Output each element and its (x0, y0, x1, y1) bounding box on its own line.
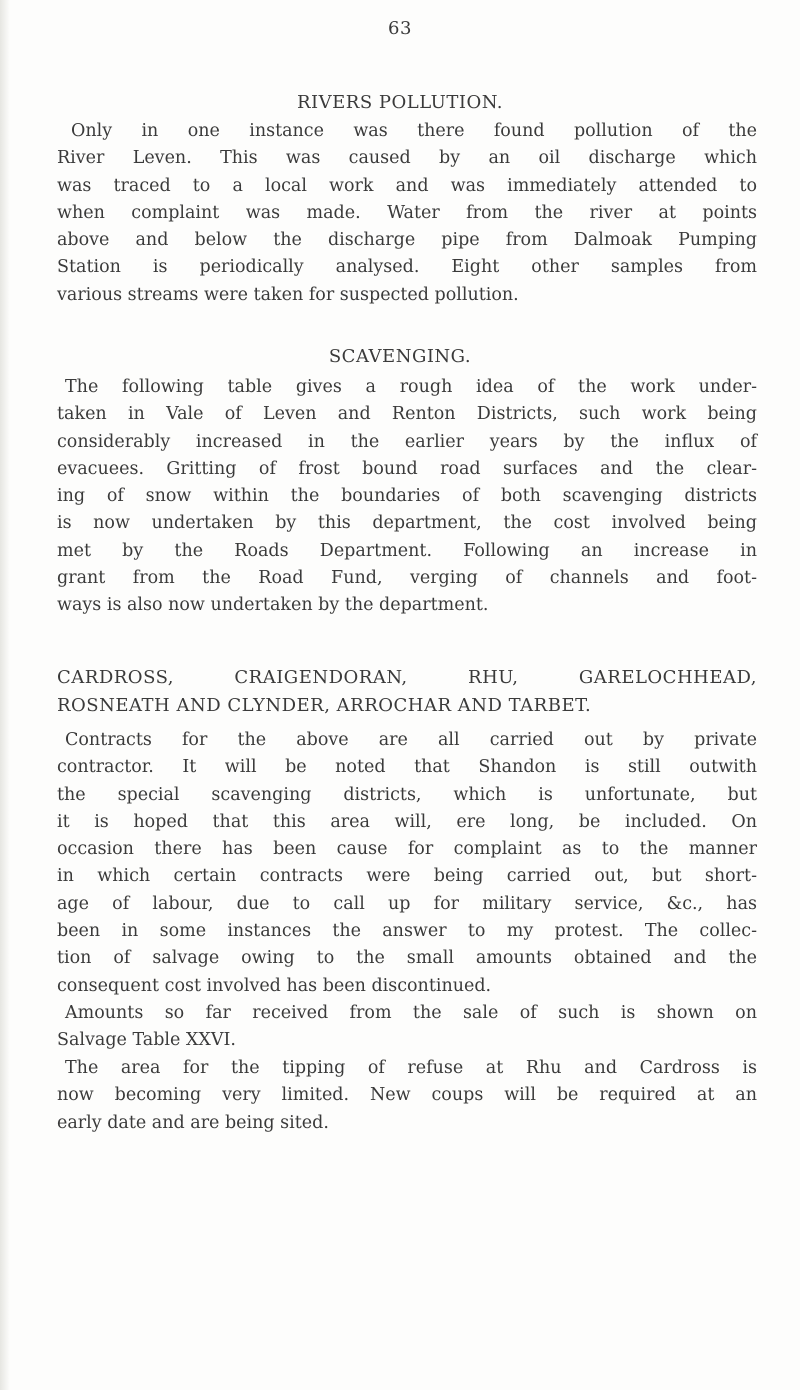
text-line: taken in Vale of Leven and Renton Districts, such work being (57, 404, 757, 425)
text-line: the special scavenging districts, which is unfortunate, but (57, 784, 757, 805)
text-line: when complaint was made. Water from the river at points (57, 202, 757, 223)
text-line: The area for the tipping of refuse at Rhu and Cardross is (65, 1058, 757, 1078)
text-line: evacuees. Gritting of frost bound road surfaces and the clear- (57, 458, 757, 479)
text-line: early date and are being sited. (57, 1112, 329, 1133)
text-line: age of labour, due to call up for military service, &c., has (57, 893, 757, 914)
text-line: consequent cost involved has been discontinued. (57, 975, 492, 996)
page-number: 63 (388, 18, 412, 39)
text-line: contractor. It will be noted that Shandon is still outwith (57, 757, 757, 778)
text-line: it is hoped that this area will, ere long, be included. On (57, 811, 757, 832)
text-line: met by the Roads Department. Following an increase in (57, 540, 757, 561)
text-line: River Leven. This was caused by an oil discharge which (57, 148, 757, 169)
text-line: above and below the discharge pipe from Dalmoak Pumping (57, 230, 757, 251)
text-line: been in some instances the answer to my protest. The collec- (57, 921, 757, 942)
text-line: occasion there has been cause for complaint as to the manner (57, 839, 757, 860)
section-heading-scavenging: SCAVENGING. (328, 346, 472, 367)
text-line: Amounts so far received from the sale of such is shown on (65, 1003, 757, 1023)
text-line: grant from the Road Fund, verging of channels and foot- (57, 568, 757, 589)
paragraph-salvage-amounts (57, 1000, 757, 1055)
text-line: various streams were taken for suspected pollution. (57, 284, 519, 305)
text-line: ways is also now undertaken by the department. (57, 595, 489, 616)
paragraph-refuse-tipping (57, 1055, 757, 1137)
text-line: tion of salvage owing to the small amounts obtained and the (57, 948, 757, 969)
text-line: considerably increased in the earlier years by the influx of (57, 431, 757, 452)
text-line: ing of snow within the boundaries of both scavenging districts (57, 486, 757, 507)
paragraph-scavenging (57, 374, 757, 620)
text-line: Only in one instance was there found pollution of the (71, 121, 757, 141)
section-heading-rivers-pollution: RIVERS POLLUTION. (296, 92, 504, 113)
text-line: Salvage Table XXVI. (57, 1030, 236, 1051)
text-line: was traced to a local work and was immediately attended to (57, 175, 757, 196)
section-heading-districts-line-2: ROSNEATH AND CLYNDER, ARROCHAR AND TARBET. (57, 695, 592, 716)
text-line: is now undertaken by this department, the cost involved being (57, 513, 757, 534)
text-line: The following table gives a rough idea of the work under- (65, 377, 757, 397)
section-heading-districts-line-1: CARDROSS, CRAIGENDORAN, RHU, GARELOCHHEAD, (57, 667, 757, 688)
text-line: Contracts for the above are all carried out by private (65, 730, 757, 750)
paragraph-contracts (57, 727, 757, 1000)
text-line: in which certain contracts were being carried out, but short- (57, 866, 757, 887)
text-line: Station is periodically analysed. Eight other samples from (57, 257, 757, 278)
text-line: now becoming very limited. New coups will be required at an (57, 1085, 757, 1106)
paragraph-rivers-pollution (57, 118, 757, 309)
page-edge-shadow (0, 0, 10, 1390)
